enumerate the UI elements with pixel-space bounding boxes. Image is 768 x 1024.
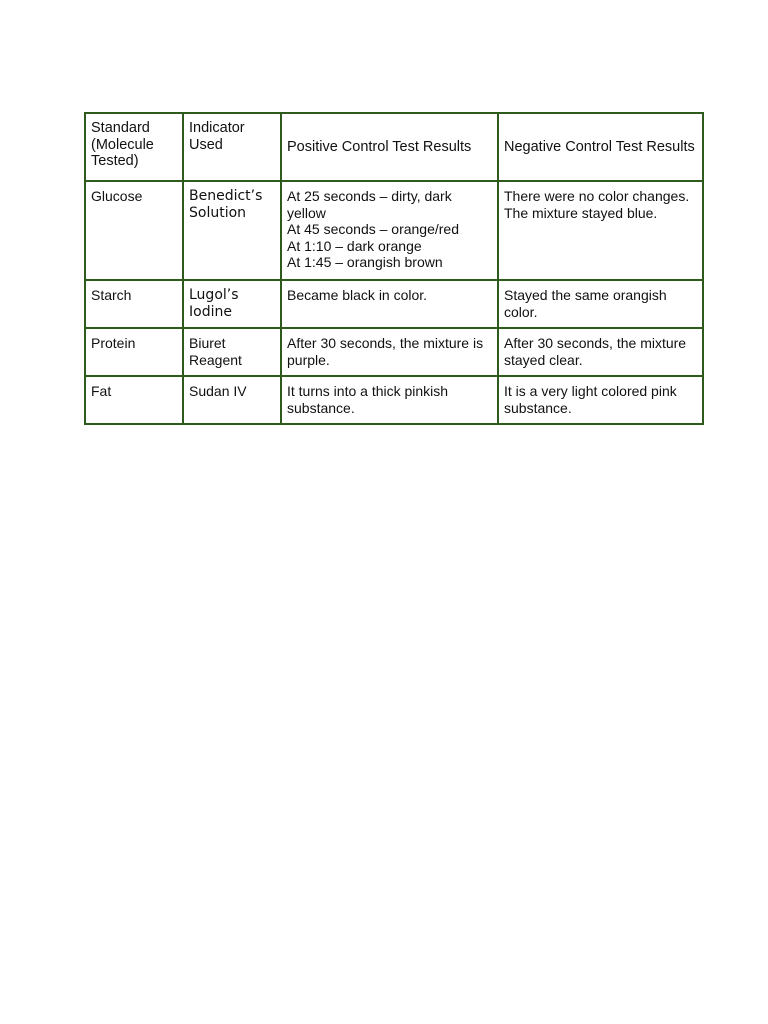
indicator-cell: Lugol’s Iodine xyxy=(183,280,281,328)
molecule-cell: Glucose xyxy=(85,181,183,280)
table-row xyxy=(85,376,703,424)
header-negative: Negative Control Test Results xyxy=(498,113,703,181)
positive-line: At 1:45 – orangish brown xyxy=(287,254,443,270)
positive-cell: After 30 seconds, the mixture is purple. xyxy=(281,328,498,376)
table-row xyxy=(85,280,703,328)
header-positive: Positive Control Test Results xyxy=(281,113,498,181)
positive-cell: It turns into a thick pinkish substance. xyxy=(281,376,498,424)
indicator-cell: Sudan IV xyxy=(183,376,281,424)
positive-line: At 1:10 – dark orange xyxy=(287,237,422,254)
molecule-cell: Starch xyxy=(85,280,183,328)
negative-cell: Stayed the same orangish color. xyxy=(498,280,703,328)
table-row xyxy=(85,328,703,376)
molecule-cell: Fat xyxy=(85,376,183,424)
negative-cell: There were no color changes. The mixture stayed blue. xyxy=(498,181,703,280)
header-indicator: Indicator Used xyxy=(183,113,281,181)
table-header-row xyxy=(85,113,703,181)
negative-cell: It is a very light colored pink substance. xyxy=(498,376,703,424)
table-row xyxy=(85,181,703,280)
header-molecule: Standard (Molecule Tested) xyxy=(85,113,183,181)
positive-line: At 45 seconds – orange/red xyxy=(287,221,460,237)
indicator-cell: Biuret Reagent xyxy=(183,328,281,376)
positive-cell: Became black in color. xyxy=(281,280,498,328)
positive-line: At 25 seconds – dirty, dark yellow xyxy=(287,188,452,221)
positive-cell xyxy=(281,181,498,280)
results-table xyxy=(84,112,704,425)
molecule-cell: Protein xyxy=(85,328,183,376)
indicator-cell: Benedict’s Solution xyxy=(183,181,281,280)
negative-cell: After 30 seconds, the mixture stayed clear. xyxy=(498,328,703,376)
